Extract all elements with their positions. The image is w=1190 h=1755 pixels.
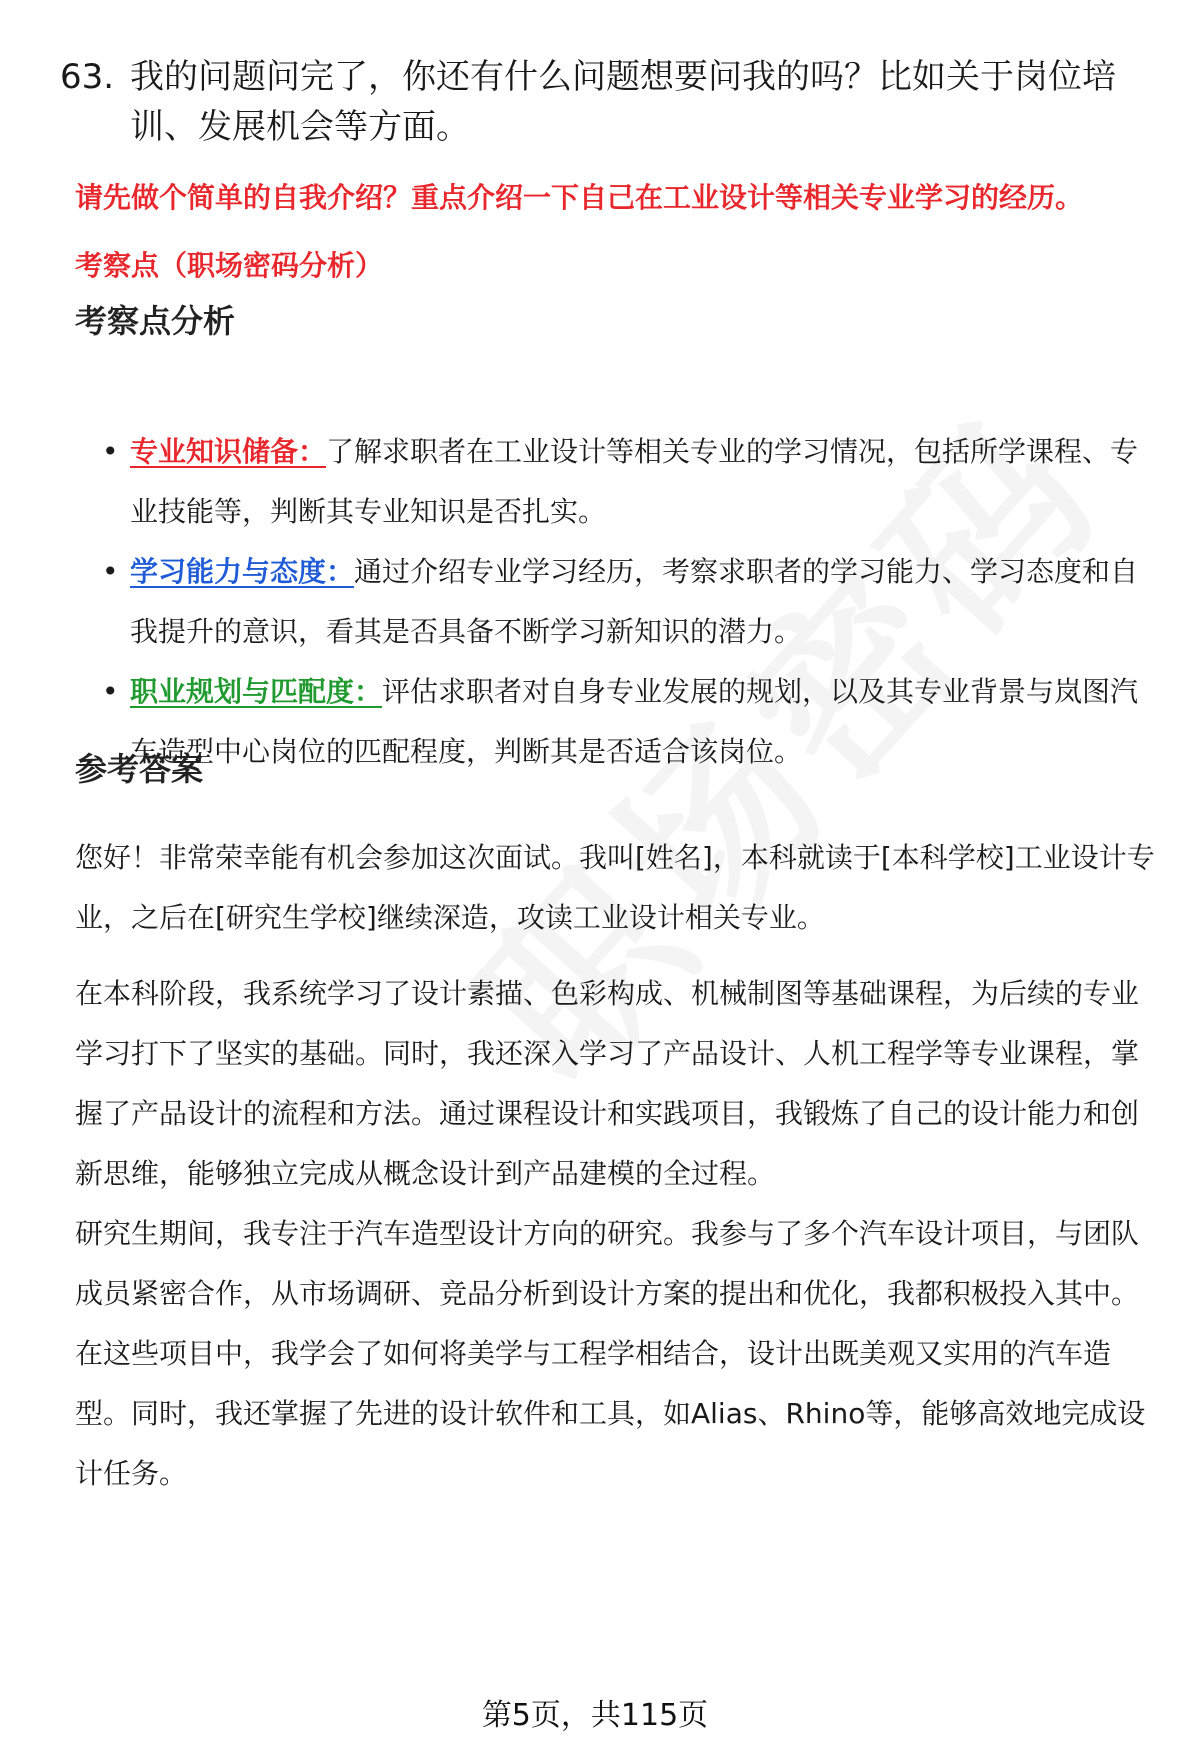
analysis-list [100,422,1160,782]
term-description: 通过介绍专业学习经历，考察求职者的学习能力、学习态度和自我提升的意识，看其是否具备不断学习新知识的潜力。 [130,555,1139,648]
question-text: 我的问题问完了，你还有什么问题想要问我的吗？比如关于岗位培训、发展机会等方面。 [130,57,1116,147]
bullet-dot: • [102,675,119,708]
list-item [100,542,1160,662]
question-63 [60,52,1150,152]
question-number: 63. [60,57,115,97]
answer-paragraph-2: 在本科阶段，我系统学习了设计素描、色彩构成、机械制图等基础课程，为后续的专业学习打下了坚实的基础。同时，我还深入学习了产品设计、人机工程学等专业课程，掌握了产品设计的流程和方法。通过课程设计和实践项目，我锻炼了自己的设计能力和创新思维，能够独立完成从概念设计到产品建模的全过程。 [75,977,1140,1190]
term-description: 评估求职者对自身专业发展的规划，以及其专业背景与岚图汽车造型中心岗位的匹配程度，判断其是否适合该岗位。 [130,675,1139,768]
answer-heading: 参考答案 [75,750,204,788]
term-description: 了解求职者在工业设计等相关专业的学习情况，包括所学课程、专业技能等，判断其专业知识是否扎实。 [130,435,1139,528]
assessment-subtitle: 考察点（职场密码分析） [75,249,384,282]
interview-question: 请先做个简单的自我介绍？重点介绍一下自己在工业设计等相关专业学习的经历。 [75,181,1084,214]
list-item [100,662,1160,782]
answer-paragraph-3: 研究生期间，我专注于汽车造型设计方向的研究。我参与了多个汽车设计项目，与团队成员紧密合作，从市场调研、竞品分析到设计方案的提出和优化，我都积极投入其中。在这些项目中，我学会了如何将美学与工程学相结合，设计出既美观又实用的汽车造型。同时，我还掌握了先进的设计软件和工具，如Alias、Rhino等，能够高效地完成设计任务。 [75,1217,1146,1490]
bullet-dot: • [102,555,119,588]
list-item [100,422,1160,542]
term-learning-ability: 学习能力与态度： [130,555,355,588]
analysis-heading: 考察点分析 [75,302,236,340]
page-number: 第5页，共115页 [481,1698,709,1733]
bullet-dot: • [102,435,119,468]
term-career-planning: 职业规划与匹配度： [130,675,383,708]
answer-paragraph-1: 您好！非常荣幸能有机会参加这次面试。我叫[姓名]，本科就读于[本科学校]工业设计专业，之后在[研究生学校]继续深造，攻读工业设计相关专业。 [75,841,1155,934]
term-professional-knowledge: 专业知识储备： [130,435,327,468]
